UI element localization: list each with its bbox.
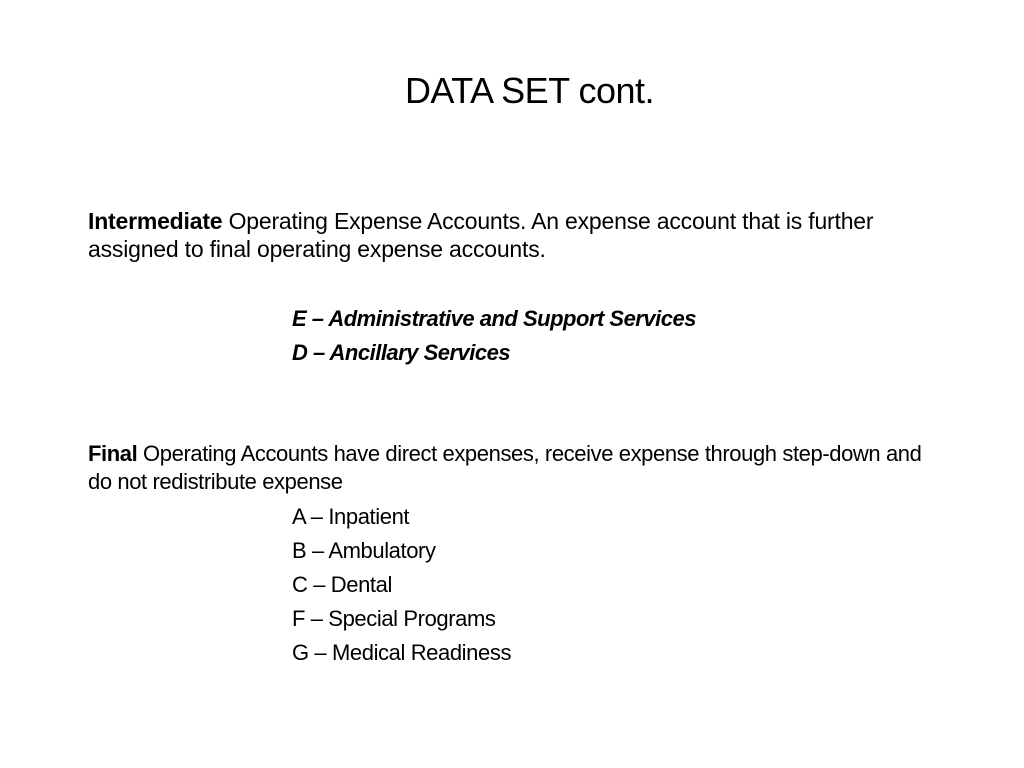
intermediate-text: Operating Expense Accounts. An expense account that is further assigned to final operating expense accounts. <box>88 208 874 262</box>
final-account-list <box>292 500 511 670</box>
intermediate-paragraph <box>88 207 948 263</box>
list-item: F – Special Programs <box>292 606 496 631</box>
list-item: C – Dental <box>292 572 392 597</box>
list-item: G – Medical Readiness <box>292 640 512 665</box>
final-paragraph <box>88 440 948 496</box>
list-item: D – Ancillary Services <box>292 340 511 365</box>
intermediate-lead: Intermediate <box>88 208 223 234</box>
final-lead: Final <box>88 441 138 466</box>
intermediate-account-list <box>292 302 696 370</box>
final-text: Operating Accounts have direct expenses, receive expense through step-down and do not redistribute expense <box>88 441 922 494</box>
list-item: A – Inpatient <box>292 504 410 529</box>
list-item: E – Administrative and Support Services <box>292 306 696 331</box>
slide-title: DATA SET cont. <box>404 70 655 111</box>
list-item: B – Ambulatory <box>292 538 436 563</box>
